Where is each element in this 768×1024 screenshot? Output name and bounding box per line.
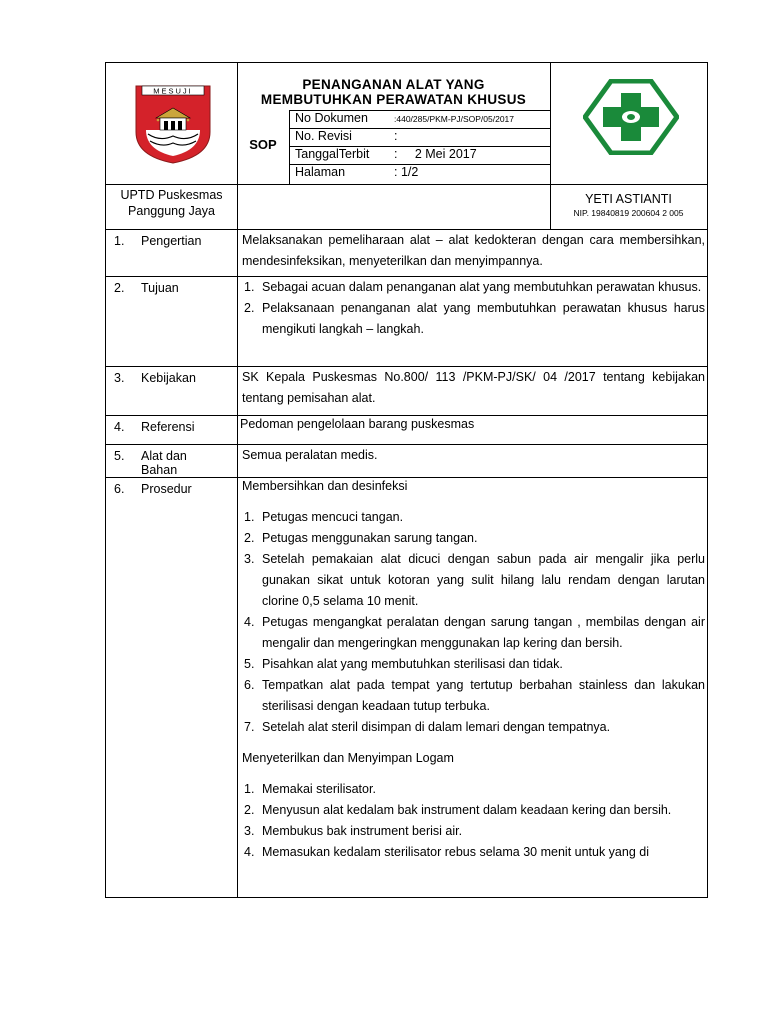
list-item: 1. Sebagai acuan dalam penanganan alat yang membutuhkan perawatan khusus. bbox=[244, 280, 702, 294]
org-divider bbox=[237, 184, 238, 229]
prosedur-heading-2: Menyeterilkan dan Menyimpan Logam bbox=[242, 751, 454, 765]
list-item: 1. Petugas mencuci tangan. bbox=[244, 510, 404, 524]
list-item: 3. Membukus bak instrument berisi air. bbox=[244, 824, 463, 838]
meta-halaman: Halaman : 1/2 bbox=[295, 165, 419, 179]
list-item: 2. Pelaksanaan penanganan alat yang membutuhkan perawatan khusus harus mengikuti langkah – langkah. bbox=[244, 301, 705, 336]
prosedur-heading-1: Membersihkan dan desinfeksi bbox=[242, 479, 408, 493]
section-alat-bahan: 5. Alat dan Bahan Semua peralatan medis. bbox=[106, 444, 707, 478]
list-item: 2. Petugas menggunakan sarung tangan. bbox=[244, 531, 478, 545]
list-item: 3. Setelah pemakaian alat dicuci dengan sabun pada air mengalir jika perlu gunakan sikat untuk kotoran yang sulit hilang lalu rendam dengan larutan clorine 0,5 selama 10 menit. bbox=[244, 552, 705, 608]
mesuji-emblem-icon bbox=[134, 84, 212, 164]
tujuan-list bbox=[242, 277, 705, 340]
list-item: 6. Tempatkan alat pada tempat yang tertutup berbahan stainless dan lakukan sterilisasi dengan keadaan tutup terbuka. bbox=[244, 678, 705, 713]
sop-label: SOP bbox=[249, 137, 277, 152]
list-item: 4. Memasukan kedalam sterilisator rebus selama 30 menit untuk yang di bbox=[244, 845, 649, 859]
header-bottom-line bbox=[106, 184, 707, 185]
section-pengertian: 1. Pengertian Melaksanakan pemeliharaan alat – alat kedokteran dengan cara membersihkan, mendesinfeksikan, menyeterilkan dan menyimpannya. bbox=[106, 229, 707, 277]
list-item: 1. Memakai sterilisator. bbox=[244, 782, 376, 796]
list-item: 4. Petugas mengangkat peralatan dengan sarung tangan , membilas dengan air mengalir dan mengeringkan menggunakan lap kering dan bersih. bbox=[244, 615, 705, 650]
signer-nip: NIP. 19840819 200604 2 005 bbox=[573, 208, 684, 218]
svg-text:MESUJI: MESUJI bbox=[153, 86, 193, 96]
meta-no-revisi: No. Revisi : bbox=[295, 129, 398, 143]
meta-tanggal-terbit: TanggalTerbit : 2 Mei 2017 bbox=[295, 147, 477, 161]
section-prosedur: 6. Prosedur Membersihkan dan desinfeksi 1. Petugas mencuci tangan. 2. Petugas menggunakan sarung tangan. 3. Setelah pemakaian alat dicuci dengan sabun pada air mengalir jika perlu gunakan sikat untuk kotoran yang sulit hilang lalu rendam dengan larutan clorine 0,5 selama 10 menit. 4. Petugas mengangkat peralatan dengan sarung tangan , membilas dengan air mengalir dan mengeringkan menggunakan lap kering dan bersih. 5. Pisahkan alat yang membutuhkan sterilisasi dan tidak. 6. Tempatkan alat pada tempat yang tertutup berbahan stainless dan lakukan sterilisasi dengan keadaan tutup terbuka. 7. Setelah alat steril disimpan di dalam lemari dengan tempatnya. Menyeterilkan dan Menyimpan Logam 1. Memakai sterilisator. 2. Menyusun alat kedalam bak instrument dalam keadaan kering dan bersih. 3. Membukus bak instrument berisi air. 4. Memasukan kedalam sterilisator rebus selama 30 menit untuk yang di bbox=[106, 477, 707, 898]
alat-bahan-text: Semua peralatan medis. bbox=[242, 448, 378, 462]
meta-no-dokumen: No Dokumen :440/285/PKM-PJ/SOP/05/2017 bbox=[295, 111, 515, 125]
organization-name: UPTD Puskesmas Panggung Jaya bbox=[120, 188, 223, 218]
list-item: 5. Pisahkan alat yang membutuhkan sterilisasi dan tidak. bbox=[244, 657, 563, 671]
prosedur-list-1 bbox=[242, 507, 705, 738]
section-referensi: 4. Referensi Pedoman pengelolaan barang puskesmas bbox=[106, 415, 707, 445]
list-item: 2. Menyusun alat kedalam bak instrument dalam keadaan kering dan bersih. bbox=[244, 803, 672, 817]
pengertian-text: Melaksanakan pemeliharaan alat – alat kedokteran dengan cara membersihkan, mendesinfeksikan, menyeterilkan dan menyimpannya. bbox=[242, 233, 705, 268]
puskesmas-logo-icon bbox=[583, 79, 679, 155]
prosedur-list-2 bbox=[242, 779, 705, 863]
section-kebijakan: 3. Kebijakan SK Kepala Puskesmas No.800/ 113 /PKM-PJ/SK/ 04 /2017 tentang kebijakan tentang pemisahan alat. bbox=[106, 366, 707, 416]
sop-document bbox=[105, 62, 708, 898]
section-tujuan: 2. Tujuan 1. Sebagai acuan dalam penanganan alat yang membutuhkan perawatan khusus. 2. Pelaksanaan penanganan alat yang membutuhkan perawatan khusus harus mengikuti langkah – langkah. bbox=[106, 276, 707, 367]
referensi-text: Pedoman pengelolaan barang puskesmas bbox=[240, 417, 475, 431]
kebijakan-text: SK Kepala Puskesmas No.800/ 113 /PKM-PJ/SK/ 04 /2017 tentang kebijakan tentang pemisahan alat. bbox=[242, 370, 705, 405]
list-item: 7. Setelah alat steril disimpan di dalam lemari dengan tempatnya. bbox=[244, 720, 611, 734]
document-title: PENANGANAN ALAT YANG MEMBUTUHKAN PERAWATAN KHUSUS bbox=[260, 77, 527, 107]
signer-name: YETI ASTIANTI bbox=[585, 192, 672, 206]
